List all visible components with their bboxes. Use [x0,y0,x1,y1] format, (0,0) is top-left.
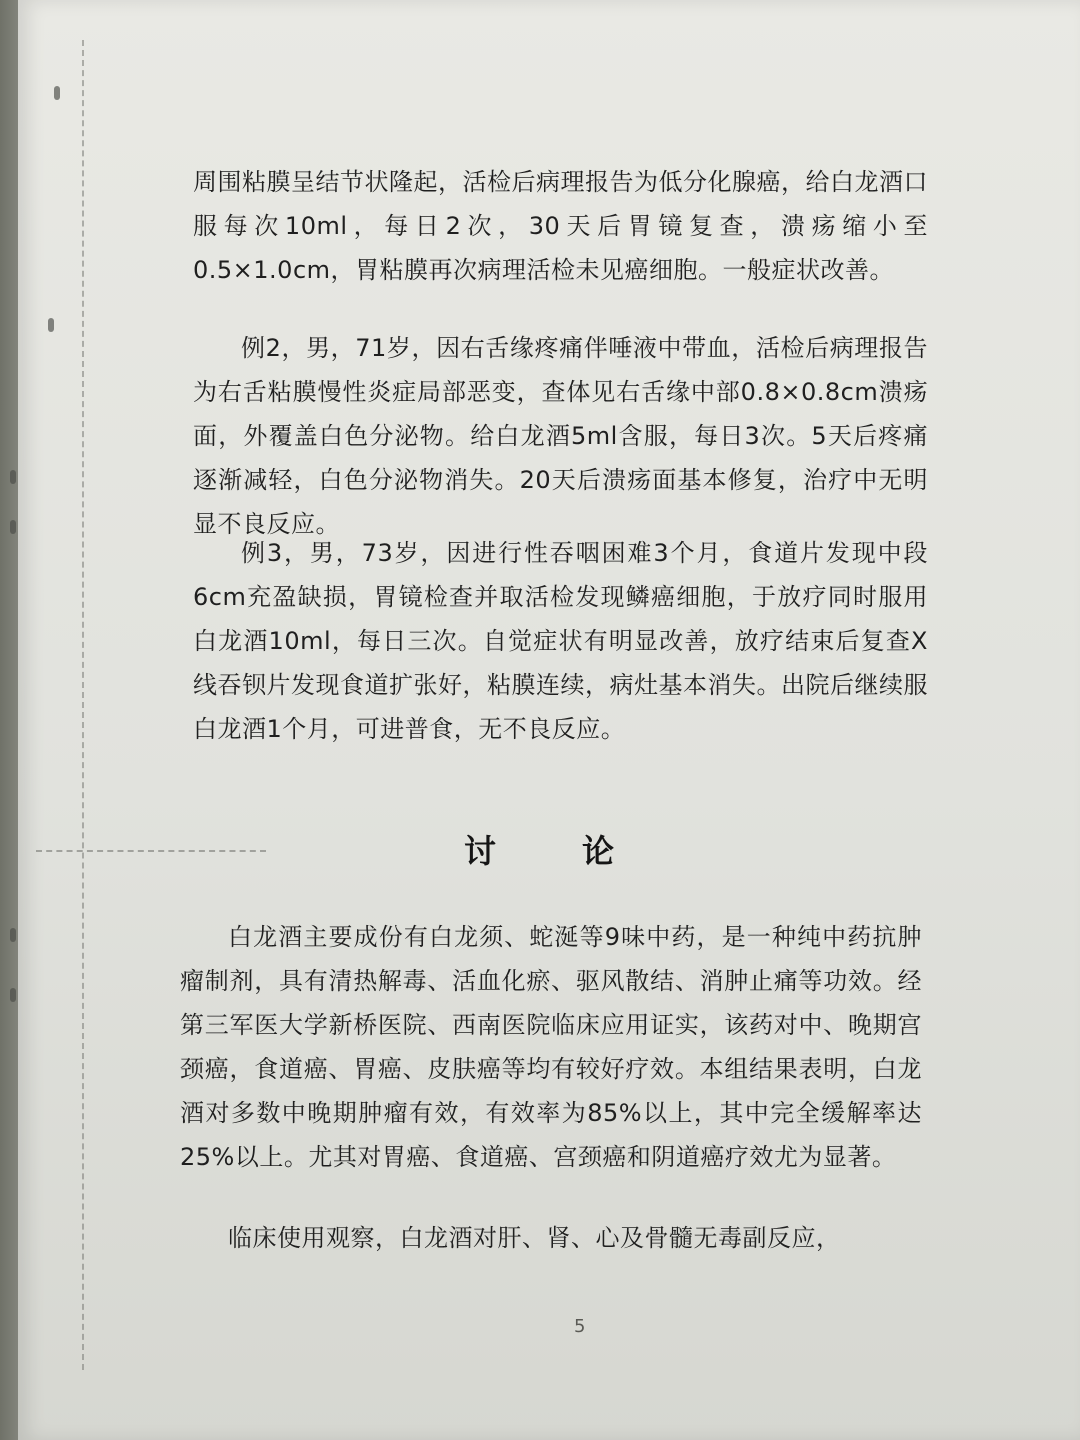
page-number: 5 [574,1316,586,1337]
paragraph-discussion-2: 临床使用观察，白龙酒对肝、肾、心及骨髓无毒副反应， [228,1224,841,1252]
paragraph-case3: 例3，男，73岁，因进行性吞咽困难3个月，食道片发现中段6cm充盈缺损，胃镜检查并取活检发现鳞癌细胞，于放疗同时服用白龙酒10ml，每日三次。自觉症状有明显改善，放疗结束后复查X线吞钡片发现食道扩张好，粘膜连续，病灶基本消失。出院后继续服白龙酒1个月，可进普食，无不良反应。 [193,539,928,743]
punch-mark [10,520,16,534]
punch-mark [48,318,54,332]
heading-char-left: 讨 [463,832,498,870]
paragraph-discussion-1: 白龙酒主要成份有白龙须、蛇涎等9味中药，是一种纯中药抗肿瘤制剂，具有清热解毒、活血化瘀、驱风散结、消肿止痛等功效。经第三军医大学新桥医院、西南医院临床应用证实，该药对中、晚期宫颈癌，食道癌、胃癌、皮肤癌等均有较好疗效。本组结果表明，白龙酒对多数中晚期肿瘤有效，有效率为85%以上，其中完全缓解率达25%以上。尤其对胃癌、食道癌、宫颈癌和阴道癌疗效尤为显著。 [180,923,922,1171]
punch-mark [10,988,16,1002]
paragraph-case2: 例2，男，71岁，因右舌缘疼痛伴唾液中带血，活检后病理报告为右舌粘膜慢性炎症局部恶变，查体见右舌缘中部0.8×0.8cm溃疡面，外覆盖白色分泌物。给白龙酒5ml含服，每日3次。5天后疼痛逐渐减轻，白色分泌物消失。20天后溃疡面基本修复，治疗中无明显不良反应。 [193,334,928,538]
paragraph-case1-continued: 周围粘膜呈结节状隆起，活检后病理报告为低分化腺癌，给白龙酒口服每次10ml，每日2次，30天后胃镜复查，溃疡缩小至0.5×1.0cm，胃粘膜再次病理活检未见癌细胞。一般症状改善。 [193,168,928,284]
punch-mark [10,470,16,484]
fold-line [82,40,84,1370]
punch-mark [10,928,16,942]
section-heading-discussion [0,826,1080,872]
heading-char-right: 论 [582,832,617,870]
punch-mark [54,86,60,100]
